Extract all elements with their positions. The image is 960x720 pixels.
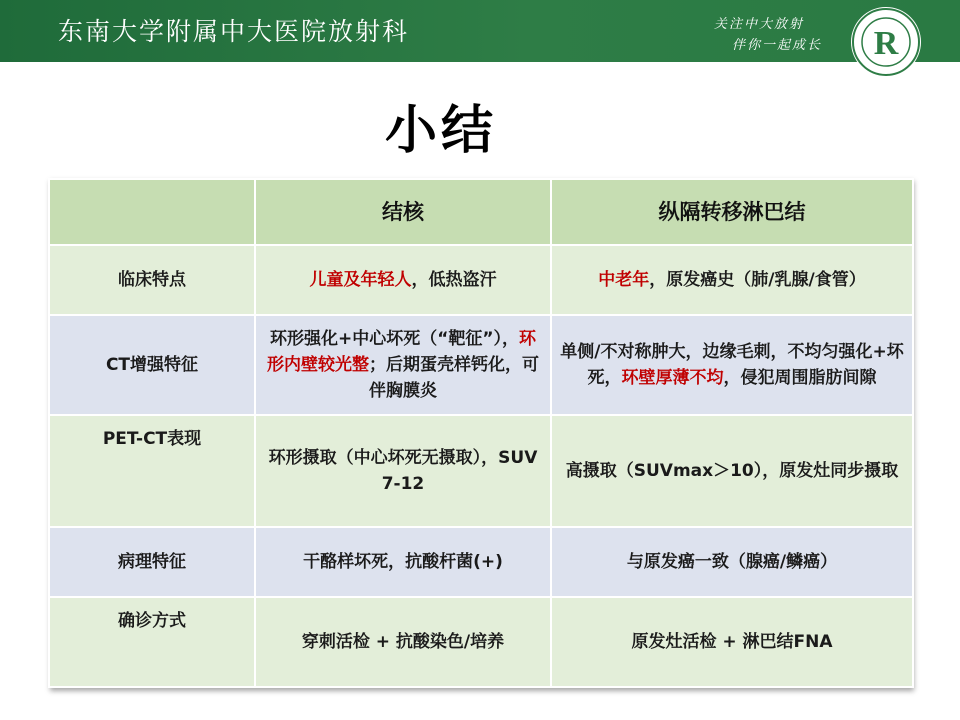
cell-text: ，侵犯周围脂肪间隙 xyxy=(723,368,877,388)
cell-tuberculosis xyxy=(255,245,551,315)
table-row xyxy=(49,527,913,597)
table-row xyxy=(49,415,913,527)
highlight-text: 儿童及年轻人 xyxy=(309,270,412,290)
row-label: 确诊方式 xyxy=(49,597,255,687)
cell-text: 环形摄取（中心坏死无摄取），SUV 7-12 xyxy=(268,448,538,494)
slogan-line-2: 伴你一起成长 xyxy=(732,38,823,53)
header-cell-tb: 结核 xyxy=(255,179,551,245)
slide-header xyxy=(0,0,960,62)
cell-text: 原发灶活检 + 淋巴结FNA xyxy=(631,632,833,652)
comparison-table xyxy=(48,178,912,688)
cell-text: 高摄取（SUVmax＞10），原发灶同步摄取 xyxy=(565,461,899,481)
cell-text: 与原发癌一致（腺癌/鳞癌） xyxy=(626,552,838,572)
row-label: 临床特点 xyxy=(49,245,255,315)
row-label: PET-CT表现 xyxy=(49,415,255,527)
table-row xyxy=(49,597,913,687)
logo-letter: R xyxy=(873,25,899,62)
cell-tuberculosis xyxy=(255,527,551,597)
table-row xyxy=(49,245,913,315)
highlight-text: 中老年 xyxy=(598,270,650,290)
highlight-text: 环壁厚薄不均 xyxy=(621,368,724,388)
slide-title: 小结 xyxy=(385,101,498,161)
cell-metastasis xyxy=(551,415,913,527)
header-title: 东南大学附属中大医院放射科 xyxy=(58,17,410,46)
cell-text: 环形强化+中心坏死（“靶征”）， xyxy=(269,329,520,349)
cell-tuberculosis xyxy=(255,315,551,415)
cell-text: ，低热盗汗 xyxy=(411,270,497,290)
cell-text: ；后期蛋壳样钙化，可伴胸膜炎 xyxy=(369,355,539,401)
cell-text: ，原发癌史（肺/乳腺/食管） xyxy=(649,270,866,290)
cell-metastasis xyxy=(551,245,913,315)
header-cell-empty xyxy=(49,179,255,245)
header-cell-metastasis: 纵隔转移淋巴结 xyxy=(551,179,913,245)
cell-metastasis xyxy=(551,527,913,597)
cell-metastasis xyxy=(551,315,913,415)
cell-text: 穿刺活检 + 抗酸染色/培养 xyxy=(301,632,505,652)
cell-text: 干酪样坏死，抗酸杆菌(+) xyxy=(303,552,503,572)
table-row xyxy=(49,315,913,415)
cell-tuberculosis xyxy=(255,415,551,527)
row-label: 病理特征 xyxy=(49,527,255,597)
highlight-text: 环形内壁较光整 xyxy=(267,329,537,375)
slogan-line-1: 关注中大放射 xyxy=(714,17,805,32)
hospital-logo xyxy=(850,6,922,78)
cell-tuberculosis xyxy=(255,597,551,687)
row-label: CT增强特征 xyxy=(49,315,255,415)
cell-text: 单侧/不对称肿大，边缘毛刺，不均匀强化+坏死， xyxy=(560,342,904,388)
table-header-row xyxy=(49,179,913,245)
cell-metastasis xyxy=(551,597,913,687)
